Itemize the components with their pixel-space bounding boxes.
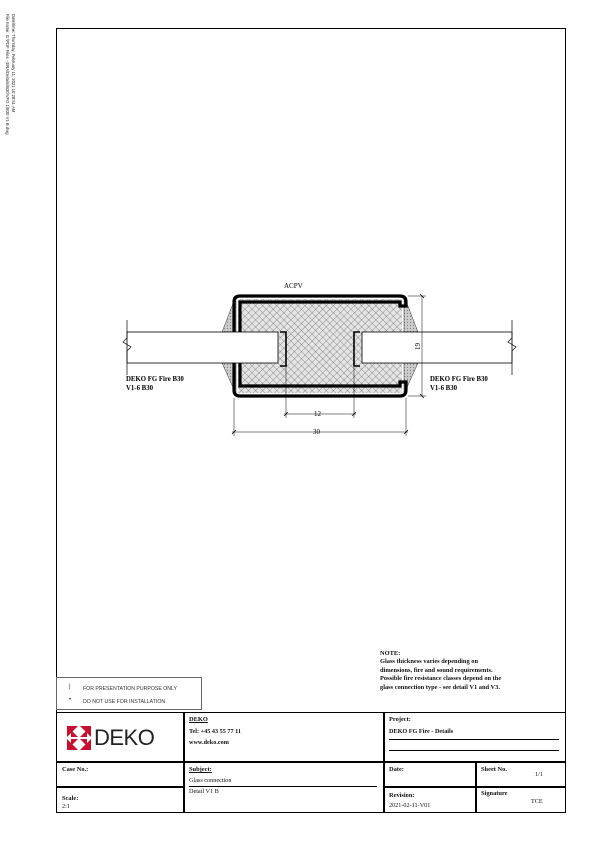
project-rule-2 (389, 750, 559, 751)
disclaimer-line-1: FOR PRESENTATION PURPOSE ONLY (83, 686, 177, 692)
subject-value-2: Detail V1 B (189, 788, 219, 795)
disclaimer-box (56, 677, 202, 710)
case-no-cell (56, 762, 184, 787)
project-rule-1 (389, 739, 559, 740)
glass-pane-left (127, 332, 278, 363)
technical-drawing (100, 270, 540, 450)
file-metadata-filename: File name: G:\PDF Files - ERA\Details\B30\VFG 1\B30 V1 B.dwg (5, 14, 10, 135)
note-title: NOTE: (380, 650, 401, 657)
deko-logo-icon (67, 726, 91, 750)
note-line-1: Glass thickness varies depending on (380, 658, 479, 666)
glass-pane-right (362, 332, 512, 363)
sheet-no-cell (476, 762, 566, 787)
note-line-2: dimensions, fire and sound requirements. (380, 666, 493, 674)
subject-value-1: Glass connection (189, 777, 232, 784)
deko-logo-text: DEKO (94, 725, 155, 750)
disclaimer-bar-icon: | (69, 684, 71, 690)
project-label: Project: (389, 716, 411, 723)
subject-cell (184, 762, 384, 813)
label-right-glass-1: DEKO FG Fire B30 (430, 376, 488, 383)
sheet-no-label: Sheet No. (481, 766, 507, 773)
disclaimer-line-2: DO NOT USE FOR INSTALLATION (83, 699, 166, 705)
case-no-label: Case No.: (62, 766, 89, 773)
project-value: DEKO FG Fire - Details (389, 728, 454, 735)
company-name: DEKO (189, 716, 208, 723)
company-cell (184, 712, 384, 762)
dimension-height: 19 (414, 343, 422, 350)
date-cell (384, 762, 476, 787)
signature-value: TCE (531, 798, 543, 805)
sheet-no-value: 1/1 (535, 771, 543, 778)
label-right-glass-2: V1-6 B30 (430, 385, 457, 392)
revision-value: 2021-02-11-V01 (389, 802, 431, 809)
date-label: Date: (389, 766, 404, 773)
note-line-3: Possible fire resistance classes depend on the (380, 675, 502, 683)
note-block (380, 650, 564, 692)
subject-label: Subject: (189, 766, 212, 773)
glass-connection-detail (100, 270, 540, 450)
label-acpv: ACPV (284, 282, 303, 290)
dimension-overall-width: 30 (313, 428, 320, 436)
company-tel: Tel: +45 43 55 77 11 (189, 728, 241, 735)
logo-cell (56, 712, 184, 762)
signature-cell (476, 787, 566, 813)
scale-value: 2:1 (62, 803, 70, 810)
scale-label: Scale: (62, 795, 79, 802)
note-line-4: glass connection type - see detail V1 and V3. (380, 683, 500, 691)
project-cell (384, 712, 566, 762)
signature-label: Signature (481, 790, 508, 797)
disclaimer-dot-icon: • (69, 697, 72, 703)
file-metadata-date: Date/time: Thursday, February 11, 2021 10:28:51 AM (11, 14, 16, 113)
label-left-glass-1: DEKO FG Fire B30 (126, 376, 184, 383)
company-web: www.deko.com (189, 739, 229, 746)
revision-cell (384, 787, 476, 813)
deko-logo (67, 726, 175, 750)
subject-rule (189, 786, 377, 787)
label-left-glass-2: V1-6 B30 (126, 385, 153, 392)
dimension-inner-gap: 12 (314, 410, 321, 418)
title-block (56, 712, 566, 813)
scale-cell (56, 787, 184, 813)
revision-label: Revision: (389, 792, 415, 799)
